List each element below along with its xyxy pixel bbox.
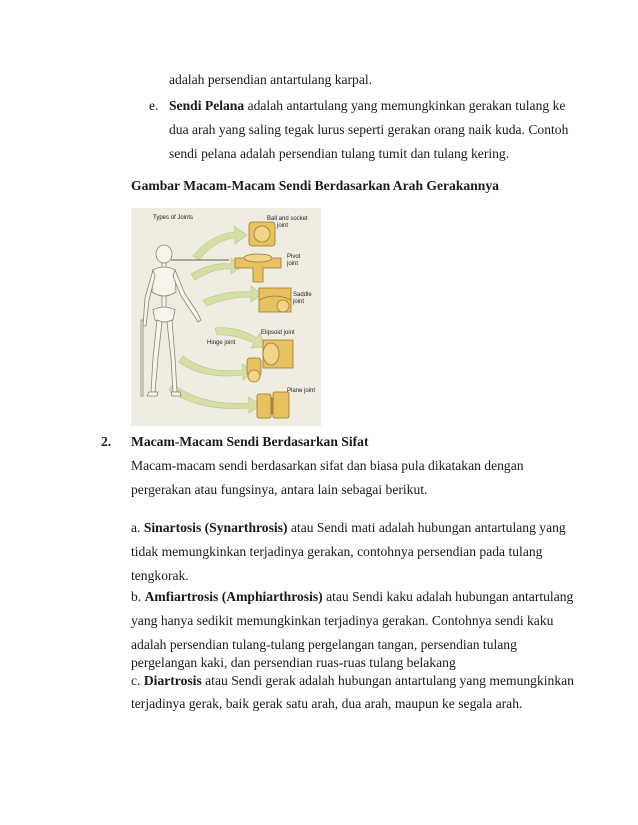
item-a-term: Sinartosis (Synarthrosis) (143, 520, 288, 535)
ribcage (152, 267, 176, 296)
arrows (169, 226, 265, 413)
joint-blocks (235, 222, 293, 418)
label-pivot-1: Pivot (287, 254, 301, 260)
item-e-line1 (169, 99, 565, 113)
ellipsoid-knob (263, 343, 279, 365)
item-a-prefix: a. (131, 520, 144, 535)
item-c-line2: terjadinya gerak, baik gerak satu arah, dua arah, maupun ke segala arah. (131, 696, 523, 711)
item-a-line1 (131, 521, 566, 535)
item-e-line3: sendi pelana adalah persendian tulang tumit dan tulang kering. (169, 146, 510, 161)
section-2-number: 2. (101, 434, 112, 449)
item-b-prefix: b. (131, 589, 145, 604)
pivot-top (244, 254, 272, 262)
label-types-of-joints: Types of Joints (153, 215, 194, 221)
item-a-line3: tengkorak. (131, 568, 189, 583)
item-a-rest: atau Sendi mati adalah hubungan antartulang yang (287, 520, 566, 535)
saddle-knob (277, 300, 289, 312)
plane-block-left (257, 394, 271, 418)
label-plane: Plane joint (287, 388, 316, 394)
plane-block-right (273, 392, 289, 418)
item-e-line1-rest: adalah antartulang yang memungkinkan gerakan tulang ke (244, 98, 566, 113)
arrow-saddle (203, 286, 262, 306)
label-saddle-1: Saddle (293, 292, 312, 298)
item-b-rest: atau Sendi kaku adalah hubungan antartulang (322, 589, 574, 604)
joint-types-figure (131, 208, 321, 426)
skull (156, 245, 172, 263)
item-c-rest: atau Sendi gerak adalah hubungan antartulang yang memungkinkan (201, 673, 574, 688)
item-c-line1 (131, 674, 574, 688)
label-ball-2: joint (277, 223, 289, 229)
item-e-term: Sendi Pelana (169, 98, 245, 113)
item-c-prefix: c. (131, 673, 144, 688)
label-ellipsoid: Elipsoid joint (261, 330, 295, 336)
hinge-pin (248, 370, 260, 382)
item-c-term: Diartrosis (143, 673, 202, 688)
section-2-intro-2: pergerakan atau fungsinya, antara lain sebagai berikut. (131, 482, 428, 497)
item-b-line4: pergelangan kaki, dan persendian ruas-ruas tulang belakang (131, 655, 456, 670)
foot-left (147, 392, 158, 396)
section-2-heading: Macam-Macam Sendi Berdasarkan Sifat (131, 434, 369, 449)
arrow-hinge (179, 356, 255, 380)
ball-socket-ball (254, 226, 270, 242)
figure-caption: Gambar Macam-Macam Sendi Berdasarkan Arah Gerakannya (131, 178, 499, 193)
foot-right (171, 392, 181, 396)
label-hinge: Hinge joint (207, 340, 236, 346)
label-pivot-2: joint (287, 261, 299, 267)
item-e-line2: dua arah yang saling tegak lurus seperti gerakan orang naik kuda. Contoh (169, 122, 569, 137)
section-2-intro-1: Macam-macam sendi berdasarkan sifat dan biasa pula dikatakan dengan (131, 458, 524, 473)
item-b-line1 (131, 590, 573, 604)
left-leg (151, 320, 162, 392)
label-ball-1: Ball and socket (267, 216, 308, 222)
item-a-line2: tidak memungkinkan terjadinya gerakan, contohnya persendian pada tulang (131, 544, 543, 559)
left-arm (143, 270, 155, 326)
item-b-term: Amfiartrosis (Amphiarthrosis) (144, 589, 323, 604)
label-saddle-2: joint (293, 299, 305, 305)
item-b-line3: adalah persendian tulang-tulang pergelangan tangan, persendian tulang (131, 637, 517, 652)
arrow-plane (169, 384, 261, 413)
arrow-ball (193, 226, 247, 260)
staff (141, 320, 143, 396)
continuation-line: adalah persendian antartulang karpal. (169, 72, 373, 87)
plane-slot (271, 398, 273, 414)
right-leg (167, 320, 177, 392)
item-e-marker: e. (149, 98, 159, 113)
item-b-line2: yang hanya sedikit memungkinkan terjadinya gerakan. Contohnya sendi kaku (131, 613, 554, 628)
skeleton-illustration (141, 245, 201, 396)
